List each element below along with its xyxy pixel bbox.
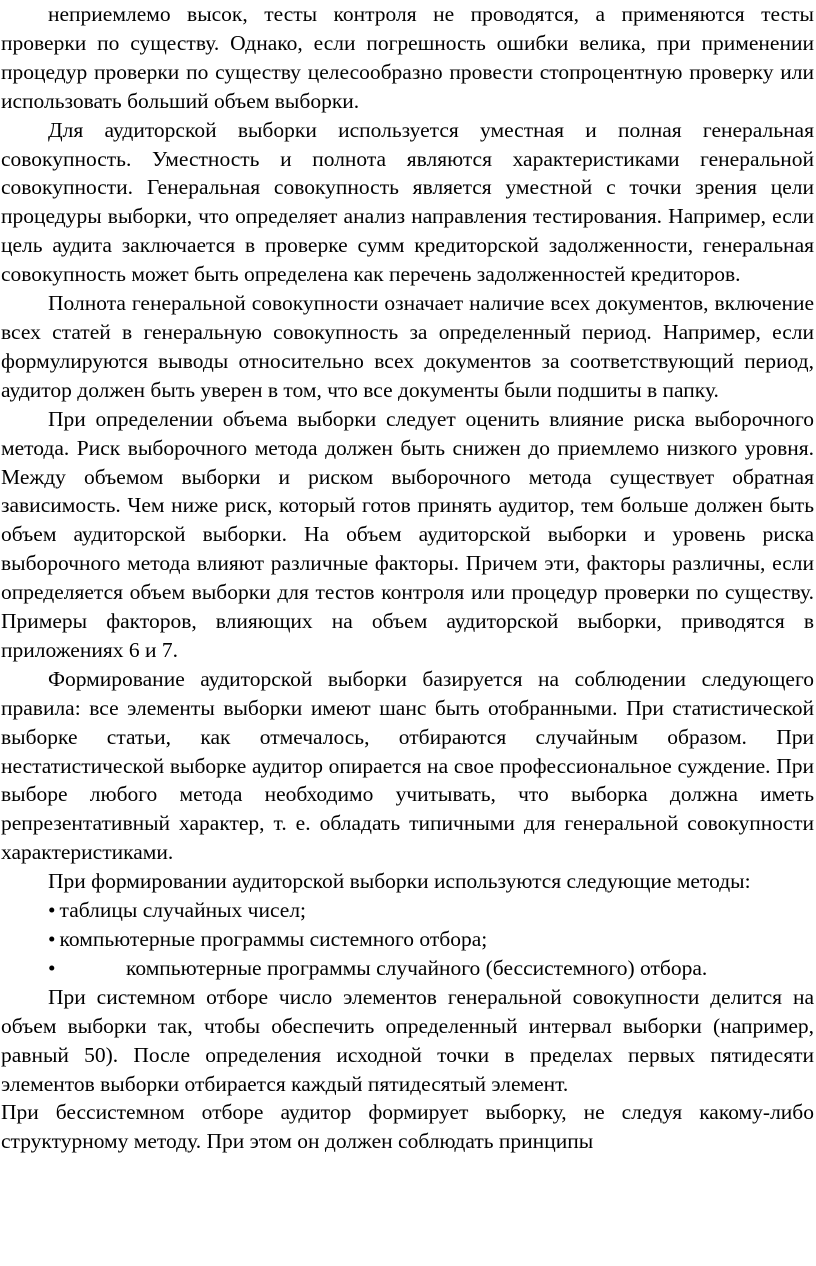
paragraph-6: При формировании аудиторской выборки используются следующие методы: [48, 869, 751, 894]
list-item-text: компьютерные программы системного отбора; [59, 927, 488, 951]
paragraph-3: Полнота генеральной совокупности означает наличие всех документов, включение всех статей в генеральную совокупность за определенный период. Например, если формулируются выводы относительно всех документов за соответствующий период, аудитор должен быть уверен в том, что все документы были подшиты в папку. [1, 291, 814, 402]
paragraph-1: неприемлемо высок, тесты контроля не проводятся, а применяются тесты проверки по существу. Однако, если погрешность ошибки велика, при применении процедур проверки по существу целесообразно провести стопроцентную проверку или использовать больший объем выборки. [1, 2, 814, 113]
bullet-marker: • [48, 955, 56, 980]
paragraph-7: При системном отборе число элементов генеральной совокупности делится на объем выборки так, чтобы обеспечить определенный интервал выборки (например, равный 50). После определения исходной точки в пределах первых пятидесяти элементов выборки отбирается каждый пятидесятый элемент. [1, 984, 814, 1096]
bullet-marker: • [48, 927, 56, 951]
list-item-text: компьютерные программы случайного (бессистемного) отбора. [126, 955, 708, 980]
list-item-text: таблицы случайных чисел; [59, 898, 307, 923]
bullet-marker: • [48, 898, 56, 923]
list-item [1, 925, 814, 954]
list-item [1, 954, 814, 983]
list-item [1, 896, 814, 925]
paragraph-4: При определении объема выборки следует оценить влияние риска выборочного метода. Риск выборочного метода должен быть снижен до приемлемо низкого уровня. Между объемом выборки и риском выборочного метода существует обратная зависимость. Чем ниже риск, который готов принять аудитор, тем больше должен быть объем аудиторской выборки. На объем аудиторской выборки и уровень риска выборочного метода влияют различные факторы. Причем эти, факторы различны, если определяется объем выборки для тестов контроля или процедур проверки по существу. Примеры факторов, влияющих на объем аудиторской выборки, приводятся в приложениях 6 и 7. [1, 406, 814, 662]
paragraph-2: Для аудиторской выборки используется уместная и полная генеральная совокупность. Уместность и полнота являются характеристиками генеральной совокупности. Генеральная совокупность является уместной с точки зрения цели процедуры выборки, что определяет анализ направления тестирования. Например, если цель аудита заключается в проверке сумм кредиторской задолженности, генеральная совокупность может быть определена как перечень задолженностей кредиторов. [1, 117, 814, 287]
paragraph-8: При бессистемном отборе аудитор формирует выборку, не следуя какому-либо структурному методу. При этом он должен соблюдать принципы [1, 1100, 814, 1154]
paragraph-5: Формирование аудиторской выборки базируется на соблюдении следующего правила: все элементы выборки имеют шанс быть отобранными. При статистической выборке статьи, как отмечалось, отбираются случайным образом. При нестатистической выборке аудитор опирается на свое профессиональное суждение. При выборе любого метода необходимо учитывать, что выборка должна иметь репрезентативный характер, т. е. обладать типичными для генеральной совокупности характеристиками. [1, 666, 814, 865]
